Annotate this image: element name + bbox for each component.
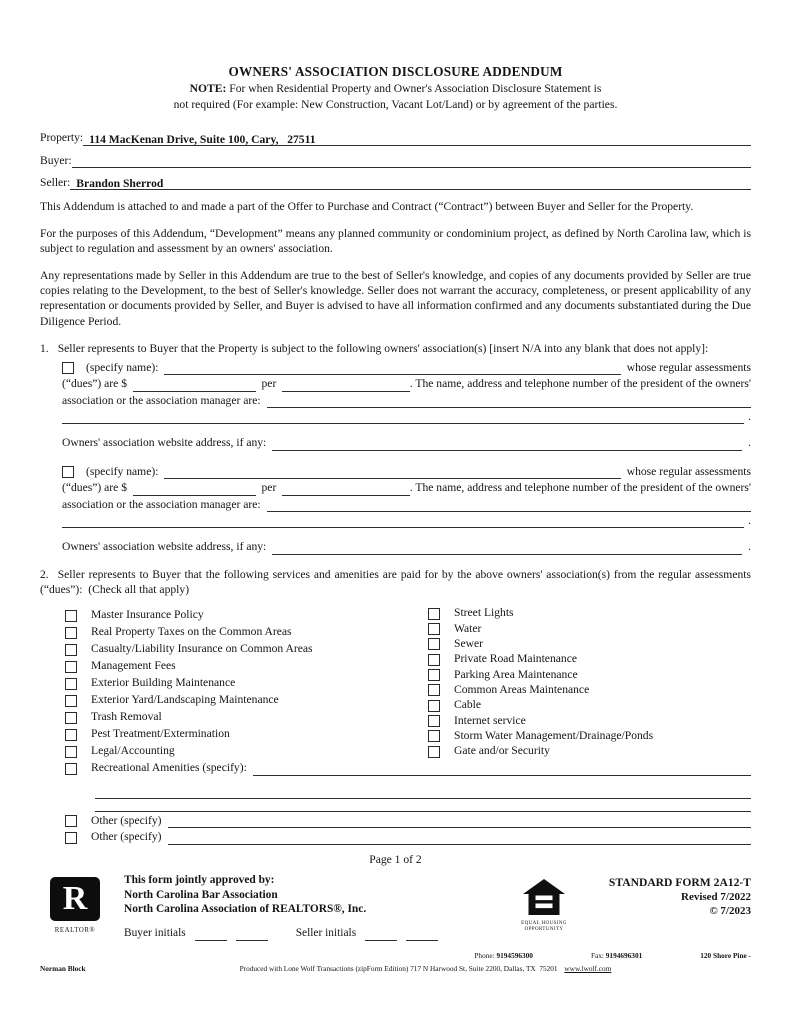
- equal-housing-label: EQUAL HOUSING OPPORTUNITY: [521, 921, 567, 933]
- approved-by-line: This form jointly approved by:: [124, 873, 275, 886]
- seller-initials-field-1[interactable]: [365, 928, 397, 941]
- form-info-block: [581, 875, 751, 918]
- services-column-right: [428, 606, 751, 759]
- seller-field[interactable]: [70, 176, 751, 190]
- note-text-line2: not required (For example: New Construction, Vacant Lot/Land) or by agreement of the parties.: [173, 97, 618, 111]
- buyer-field[interactable]: [72, 154, 751, 168]
- buyer-initials-field-1[interactable]: [195, 928, 227, 941]
- dues-prefix-label: (“dues”) are $: [62, 377, 128, 391]
- service-checkbox[interactable]: [428, 669, 440, 681]
- service-checkbox[interactable]: [65, 661, 77, 673]
- section2-number: 2.: [40, 567, 49, 581]
- buyer-initials-label: Buyer initials: [124, 926, 186, 939]
- service-checkbox[interactable]: [65, 729, 77, 741]
- service-label: Trash Removal: [91, 710, 162, 724]
- service-checkbox[interactable]: [65, 746, 77, 758]
- service-checkbox[interactable]: [65, 678, 77, 690]
- form-revised: Revised 7/2022: [681, 891, 751, 904]
- recreational-checkbox[interactable]: [65, 763, 77, 775]
- service-checkbox[interactable]: [65, 712, 77, 724]
- seller-label: Seller:: [40, 176, 71, 190]
- buyer-value: [72, 155, 78, 168]
- per-label: per: [261, 377, 277, 391]
- service-checkbox[interactable]: [428, 700, 440, 712]
- service-label: Legal/Accounting: [91, 744, 175, 758]
- form-copyright: © 7/2023: [709, 905, 751, 918]
- paragraph-development: For the purposes of this Addendum, “Development” means any planned community or condominium project, as defined by North Carolina law, which is subject to regulation and assessment by an owners' association.: [40, 226, 751, 256]
- association1-manager-field-cont[interactable]: [62, 410, 744, 424]
- other-specify-field-2[interactable]: [168, 831, 752, 845]
- service-item: [428, 697, 751, 712]
- service-item: [428, 621, 751, 636]
- realtor-r-icon: R: [50, 877, 100, 921]
- association1-name-field[interactable]: [164, 361, 620, 375]
- association1-checkbox[interactable]: [62, 362, 74, 374]
- service-item: [428, 606, 751, 621]
- org-realtors: North Carolina Association of REALTORS®, Inc.: [124, 903, 367, 916]
- service-item: [428, 667, 751, 682]
- realtor-logo: [40, 877, 110, 938]
- services-column-left: [40, 606, 428, 759]
- fax-label: Fax:: [590, 951, 604, 961]
- seller-initials-label: Seller initials: [295, 926, 357, 939]
- service-item: [428, 682, 751, 697]
- fax-segment: [591, 951, 642, 960]
- equal-housing-house-icon: [522, 906, 566, 919]
- recreational-continuation-lines: [95, 786, 751, 812]
- association2-checkbox[interactable]: [62, 466, 74, 478]
- note-label: NOTE:: [189, 82, 227, 96]
- service-checkbox[interactable]: [428, 623, 440, 635]
- service-checkbox[interactable]: [428, 746, 440, 758]
- service-item: [428, 636, 751, 651]
- association1-dues-amount-field[interactable]: [133, 378, 255, 392]
- association2-dues-period-field[interactable]: [282, 482, 409, 496]
- service-item: [65, 623, 428, 640]
- per-label: per: [261, 481, 277, 495]
- other-specify-field-1[interactable]: [168, 814, 752, 828]
- agent-name: Norman Block: [40, 964, 86, 974]
- association2-website-field[interactable]: [272, 541, 742, 555]
- phone-label: Phone:: [474, 951, 495, 961]
- period-mark: .: [748, 540, 751, 554]
- continuation-line-field[interactable]: [95, 799, 751, 812]
- other-checkbox-2[interactable]: [65, 832, 77, 844]
- service-label: Common Areas Maintenance: [454, 682, 590, 696]
- service-item: [428, 743, 751, 758]
- specify-name-label: (specify name):: [86, 360, 159, 374]
- property-value: 114 MacKenan Drive, Suite 100, Cary, 27511: [89, 132, 316, 146]
- service-label: Pest Treatment/Extermination: [91, 727, 230, 741]
- service-item: [65, 725, 428, 742]
- association1-website-field[interactable]: [272, 437, 742, 451]
- service-checkbox[interactable]: [428, 730, 440, 742]
- service-item: [428, 651, 751, 666]
- period-mark: .: [748, 513, 751, 527]
- page-number: Page 1 of 2: [369, 852, 422, 866]
- service-item: [65, 606, 428, 623]
- other-label: Other (specify): [91, 830, 162, 844]
- association2-manager-field[interactable]: [267, 498, 751, 512]
- service-checkbox[interactable]: [65, 627, 77, 639]
- note-block: [40, 81, 751, 112]
- service-label: Sewer: [454, 637, 483, 651]
- continuation-line-field[interactable]: [95, 786, 751, 799]
- other-row-2: [40, 828, 751, 845]
- service-label: Management Fees: [91, 659, 176, 673]
- association-block-2: [62, 464, 751, 555]
- realtor-label: REALTOR®: [54, 926, 96, 934]
- manager-line-label: association or the association manager are:: [62, 393, 261, 407]
- manager-line-label: association or the association manager are:: [62, 497, 261, 511]
- service-label: Gate and/or Security: [454, 744, 550, 758]
- recreational-amenities-row: [40, 759, 751, 776]
- association2-manager-field-cont[interactable]: [62, 514, 744, 528]
- service-checkbox[interactable]: [428, 684, 440, 696]
- recreational-label: Recreational Amenities (specify):: [91, 761, 247, 775]
- service-item: [65, 708, 428, 725]
- section2-intro: 2. Seller represents to Buyer that the following services and amenities are paid for by the above owners' association(s) from the regular assessments (“dues”): (Check all that apply): [40, 567, 751, 597]
- buyer-initials-field-2[interactable]: [236, 928, 268, 941]
- other-checkbox-1[interactable]: [65, 815, 77, 827]
- president-tail-label: . The name, address and telephone number of the president of the owners': [409, 481, 752, 495]
- phone-segment: [474, 951, 533, 960]
- association2-dues-amount-field[interactable]: [133, 482, 255, 496]
- paragraph-contract: This Addendum is attached to and made a part of the Offer to Purchase and Contract (“Contract”) between Buyer and Seller for the Property.: [40, 200, 694, 214]
- seller-initials-field-2[interactable]: [406, 928, 438, 941]
- recreational-specify-field[interactable]: [253, 762, 751, 776]
- service-checkbox[interactable]: [65, 610, 77, 622]
- property-label: Property:: [40, 131, 84, 145]
- produced-by-text: Produced with Lone Wolf Transactions (zipForm Edition) 717 N Harwood St, Suite 2200, Dallas, TX 75201: [239, 964, 558, 974]
- service-label: Parking Area Maintenance: [454, 667, 578, 681]
- service-item: [65, 640, 428, 657]
- service-label: Exterior Yard/Landscaping Maintenance: [91, 693, 279, 707]
- period-mark: .: [748, 409, 751, 423]
- service-label: Street Lights: [454, 606, 514, 620]
- fax-value: 9194696301: [605, 951, 643, 961]
- paragraph-representations: Any representations made by Seller in this Addendum are true to the best of Seller's knowledge, and copies of any documents provided by Seller are true copies relating to the Development, to the best of Seller's knowledge. Seller does not warrant the accuracy, completeness, or present applicability of any representation or documents provided by Seller, and Buyer is advised to have all information confirmed and any documents substantiated during the Due Diligence Period.: [40, 268, 751, 328]
- assessments-tail-label: whose regular assessments: [626, 464, 751, 478]
- file-reference: 120 Shore Pine -: [700, 951, 751, 961]
- service-checkbox[interactable]: [428, 638, 440, 650]
- other-row-1: [40, 812, 751, 829]
- service-label: Master Insurance Policy: [91, 608, 204, 622]
- service-label: Casualty/Liability Insurance on Common Areas: [91, 642, 313, 656]
- phone-value: 9194596300: [496, 951, 533, 961]
- association2-name-field[interactable]: [164, 465, 620, 479]
- service-item: [428, 728, 751, 743]
- service-item: [65, 657, 428, 674]
- service-label: Cable: [454, 698, 482, 712]
- service-label: Exterior Building Maintenance: [91, 676, 236, 690]
- section1-number: 1.: [40, 342, 49, 356]
- service-label: Storm Water Management/Drainage/Ponds: [454, 728, 654, 742]
- standard-form-code: STANDARD FORM 2A12-T: [608, 875, 751, 889]
- service-item: [428, 713, 751, 728]
- produced-row: [40, 964, 751, 973]
- service-label: Water: [454, 621, 482, 635]
- service-checkbox[interactable]: [428, 608, 440, 620]
- service-label: Private Road Maintenance: [454, 652, 577, 666]
- property-row: [40, 130, 751, 145]
- footer: [40, 873, 751, 941]
- president-tail-label: . The name, address and telephone number of the president of the owners': [409, 377, 752, 391]
- service-item: [65, 742, 428, 759]
- assessments-tail-label: whose regular assessments: [626, 360, 751, 374]
- buyer-label: Buyer:: [40, 153, 72, 167]
- lwolf-link[interactable]: www.lwolf.com: [564, 964, 612, 974]
- service-label: Real Property Taxes on the Common Areas: [91, 625, 292, 639]
- dues-prefix-label: (“dues”) are $: [62, 481, 128, 495]
- org-bar-association: North Carolina Bar Association: [124, 888, 278, 901]
- services-lists: [40, 606, 751, 759]
- service-label: Internet service: [454, 713, 526, 727]
- service-checkbox[interactable]: [428, 654, 440, 666]
- equal-housing-logo: [507, 879, 581, 933]
- page-title: OWNERS' ASSOCIATION DISCLOSURE ADDENDUM: [228, 64, 563, 79]
- seller-row: [40, 175, 751, 190]
- website-label: Owners' association website address, if any:: [62, 436, 267, 450]
- service-checkbox[interactable]: [65, 644, 77, 656]
- phone-fax-row: [40, 951, 751, 960]
- service-checkbox[interactable]: [65, 695, 77, 707]
- seller-value: Brandon Sherrod: [76, 177, 164, 191]
- period-mark: .: [748, 436, 751, 450]
- association-block-1: [62, 360, 751, 451]
- website-label: Owners' association website address, if any:: [62, 540, 267, 554]
- service-item: [65, 691, 428, 708]
- buyer-row: [40, 153, 751, 168]
- service-item: [65, 674, 428, 691]
- service-checkbox[interactable]: [428, 715, 440, 727]
- approved-by-block: [124, 873, 507, 941]
- specify-name-label: (specify name):: [86, 464, 159, 478]
- property-field[interactable]: [83, 132, 751, 146]
- initials-row: [124, 926, 507, 941]
- other-label: Other (specify): [91, 813, 162, 827]
- section1-intro: 1. Seller represents to Buyer that the Property is subject to the following owners' association(s) [insert N/A into any blank that does not apply]:: [40, 342, 709, 356]
- note-text-line1: For when Residential Property and Owner's Association Disclosure Statement is: [229, 82, 602, 96]
- association1-manager-field[interactable]: [267, 394, 751, 408]
- association1-dues-period-field[interactable]: [282, 378, 409, 392]
